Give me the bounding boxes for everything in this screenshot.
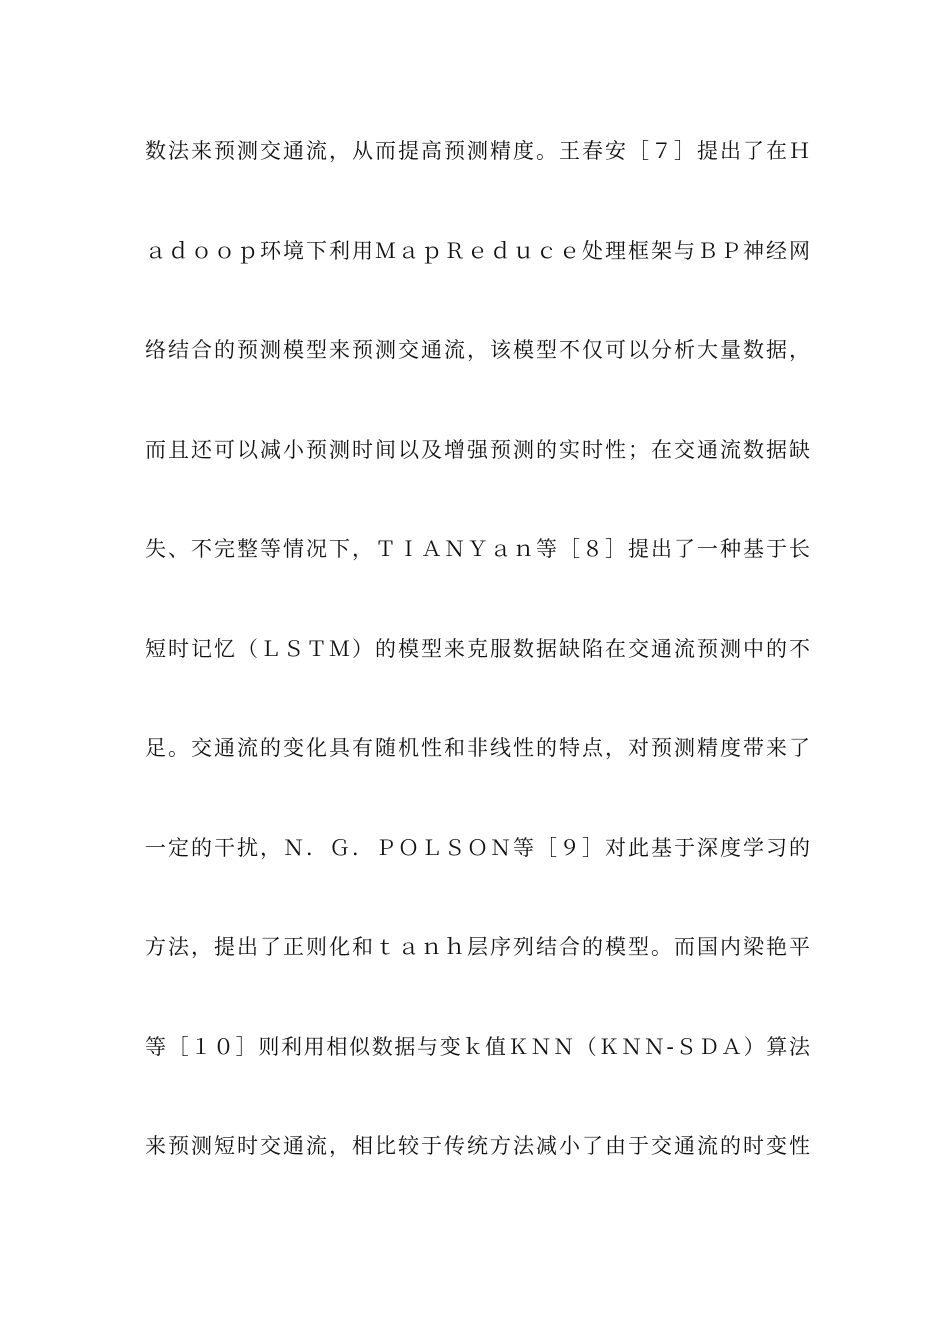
text-line: 络结合的预测模型来预测交通流，该模型不仅可以分析大量数据， [145, 338, 810, 362]
text-line: 方法，提出了正则化和ｔａｎｈ层序列结合的模型。而国内梁艳平 [145, 935, 810, 959]
text-line: 失、不完整等情况下，ＴＩＡＮＹａｎ等［８］提出了一种基于长 [145, 537, 810, 561]
body-text [145, 131, 810, 1226]
text-line: ａｄｏｏｐ环境下利用ＭａｐＲｅｄｕｃｅ处理框架与ＢＰ神经网 [145, 238, 810, 263]
text-line: 数法来预测交通流，从而提高预测精度。王春安［７］提出了在Ｈ [145, 139, 810, 163]
text-line: 足。交通流的变化具有随机性和非线性的特点，对预测精度带来了 [145, 736, 810, 760]
text-line: 来预测短时交通流，相比较于传统方法减小了由于交通流的时变性 [145, 1134, 810, 1158]
text-line: 一定的干扰，Ｎ．Ｇ．ＰＯＬＳＯＮ等［９］对此基于深度学习的 [145, 835, 810, 860]
text-line: 而且还可以减小预测时间以及增强预测的实时性；在交通流数据缺 [145, 437, 810, 462]
text-line: 等［１０］则利用相似数据与变ｋ值ＫＮＮ（ＫＮＮ-ＳＤＡ）算法 [145, 1034, 810, 1059]
text-line: 短时记忆（ＬＳＴＭ）的模型来克服数据缺陷在交通流预测中的不 [145, 636, 810, 661]
